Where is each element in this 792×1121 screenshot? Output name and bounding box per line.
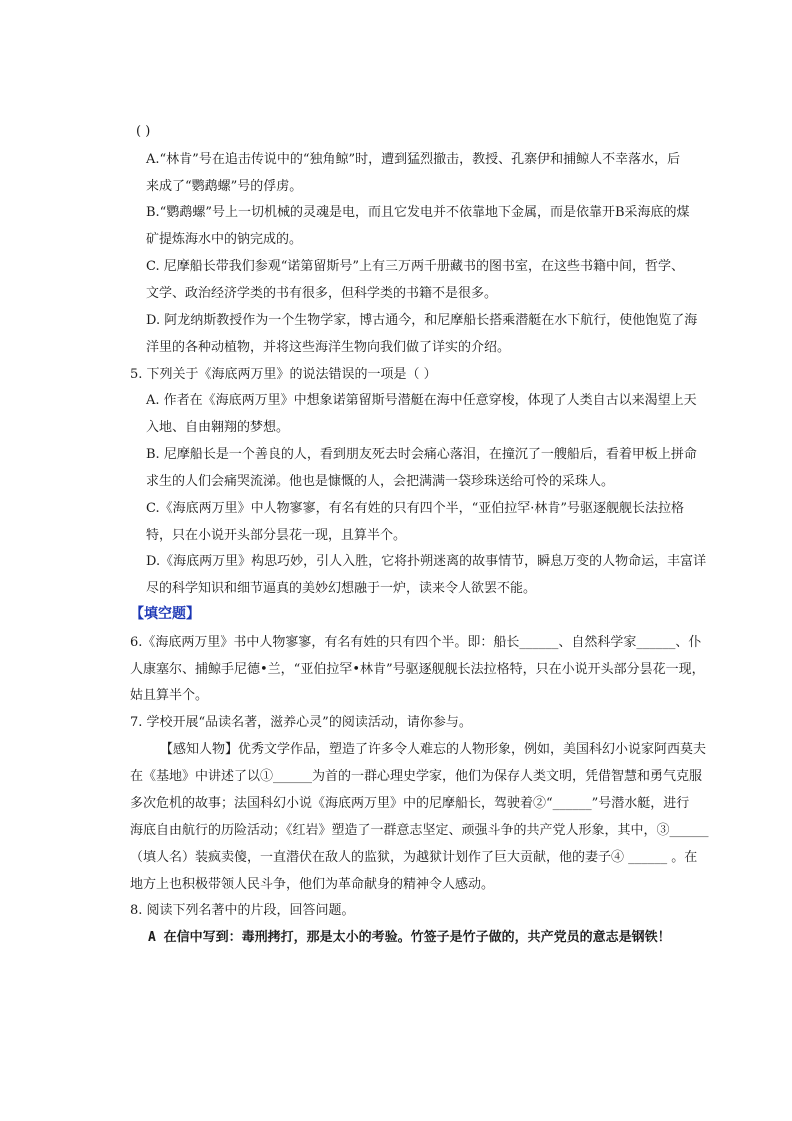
q6-line1: 6.《海底两万里》书中人物寥寥，有名有姓的只有四个半。即：船长______、自然科学家______、仆	[130, 635, 702, 650]
q4-option-a-line1: A.“林肯”号在追击传说中的“独角鲸”时，遭到猛烈撤击，教授、孔寨伊和捕鲸人不幸落水，后	[146, 152, 681, 167]
q5-option-a-line1: A. 作者在《海底两万里》中想象诺第留斯号潜艇在海中任意穿梭，体现了人类自古以来渴望上天	[146, 393, 697, 408]
q4-option-a-line2: 来成了“鹦鹉螺”号的俘虏。	[146, 179, 303, 194]
q7-paragraph-line4: 海底自由航行的历险活动；《红岩》塑造了一群意志坚定、顽强斗争的共产党人形象，其中，③______	[130, 823, 709, 838]
q5-option-c-line2: 特，只在小说开头部分昙花一现，且算半个。	[146, 528, 407, 543]
q6-line2: 人康塞尔、捕鲸手尼德•兰，“亚伯拉罕•林肯”号驱逐舰舰长法拉格特，只在小说开头部分昙花一现，	[130, 662, 705, 677]
q4-option-d-line2: 洋里的各种动植物，并将这些海洋生物向我们做了详实的介绍。	[146, 340, 511, 355]
q5-option-a-line2: 入地、自由翱翔的梦想。	[146, 420, 290, 435]
q7-paragraph-line6: 地方上也积极带领人民斗争，他们为革命献身的精神令人感动。	[130, 877, 495, 892]
q5-option-b-line1: B. 尼摩船长是一个善良的人，看到朋友死去时会痛心落泪，在撞沉了一艘船后，看着甲板上拼命	[146, 447, 697, 462]
q7-paragraph-line3: 多次危机的故事；法国科幻小说《海底两万里》中的尼摩船长，驾驶着②“______”号潜水艇，进行	[130, 796, 690, 811]
q4-option-b-line1: B.“鹦鹉螺”号上一切机械的灵魂是电，而且它发电并不依靠地下金属，而是依靠开B采海底的煤	[146, 205, 690, 220]
q4-answer-paren: ( )	[136, 124, 151, 139]
section-title: 【填空题】	[130, 606, 200, 622]
q7-stem: 7. 学校开展“品读名著，滋养心灵”的阅读活动，请你参与。	[130, 715, 472, 730]
q5-option-d-line2: 尽的科学知识和细节逼真的美妙幻想融于一炉，读来令人欲罢不能。	[146, 581, 537, 596]
q5-option-d-line1: D.《海底两万里》构思巧妙，引人入胜，它将扑朔迷离的故事情节，瞬息万变的人物命运，丰富详	[146, 554, 707, 569]
q4-option-d-line1: D. 阿龙纳斯教授作为一个生物学家，博古通今，和尼摩船长搭乘潜艇在水下航行，使他饱览了海	[146, 313, 698, 328]
q8-stem: 8. 阅读下列名著中的片段，回答问题。	[130, 903, 355, 918]
q7-paragraph-line2: 在《基地》中讲述了以①______为首的一群心理史学家，他们为保存人类文明，凭借智慧和勇气克服	[130, 769, 703, 784]
q4-option-c-line1: C. 尼摩船长带我们参观“诺第留斯号”上有三万两千册藏书的图书室，在这些书籍中间，哲学、	[146, 259, 685, 274]
q5-option-b-line2: 求生的人们会痛哭流涕。他也是慷慨的人，会把满满一袋珍珠送给可怜的采珠人。	[146, 474, 615, 489]
q4-option-b-line2: 矿提炼海水中的钠完成的。	[146, 232, 303, 247]
q4-option-c-line2: 文学、政治经济学类的书有很多，但科学类的书籍不是很多。	[146, 286, 498, 301]
q7-paragraph-line1: 【感知人物】优秀文学作品，塑造了许多令人难忘的人物形象，例如，美国科幻小说家阿西莫夫	[160, 742, 707, 757]
q7-paragraph-line5: （填人名）装疯卖傻，一直潜伏在敌人的监狱，为越狱计划作了巨大贡献，他的妻子④ ______ 。在	[130, 850, 698, 865]
q5-option-c-line1: C.《海底两万里》中人物寥寥，有名有姓的只有四个半，“亚伯拉罕·林肯”号驱逐舰舰长法拉格	[146, 501, 685, 516]
q8-quote: A 在信中写到：毒刑拷打，那是太小的考验。竹签子是竹子做的，共产党员的意志是钢铁！	[148, 930, 671, 945]
q6-line3: 姑且算半个。	[130, 688, 209, 703]
q5-stem: 5. 下列关于《海底两万里》的说法错误的一项是（ ）	[130, 367, 437, 382]
